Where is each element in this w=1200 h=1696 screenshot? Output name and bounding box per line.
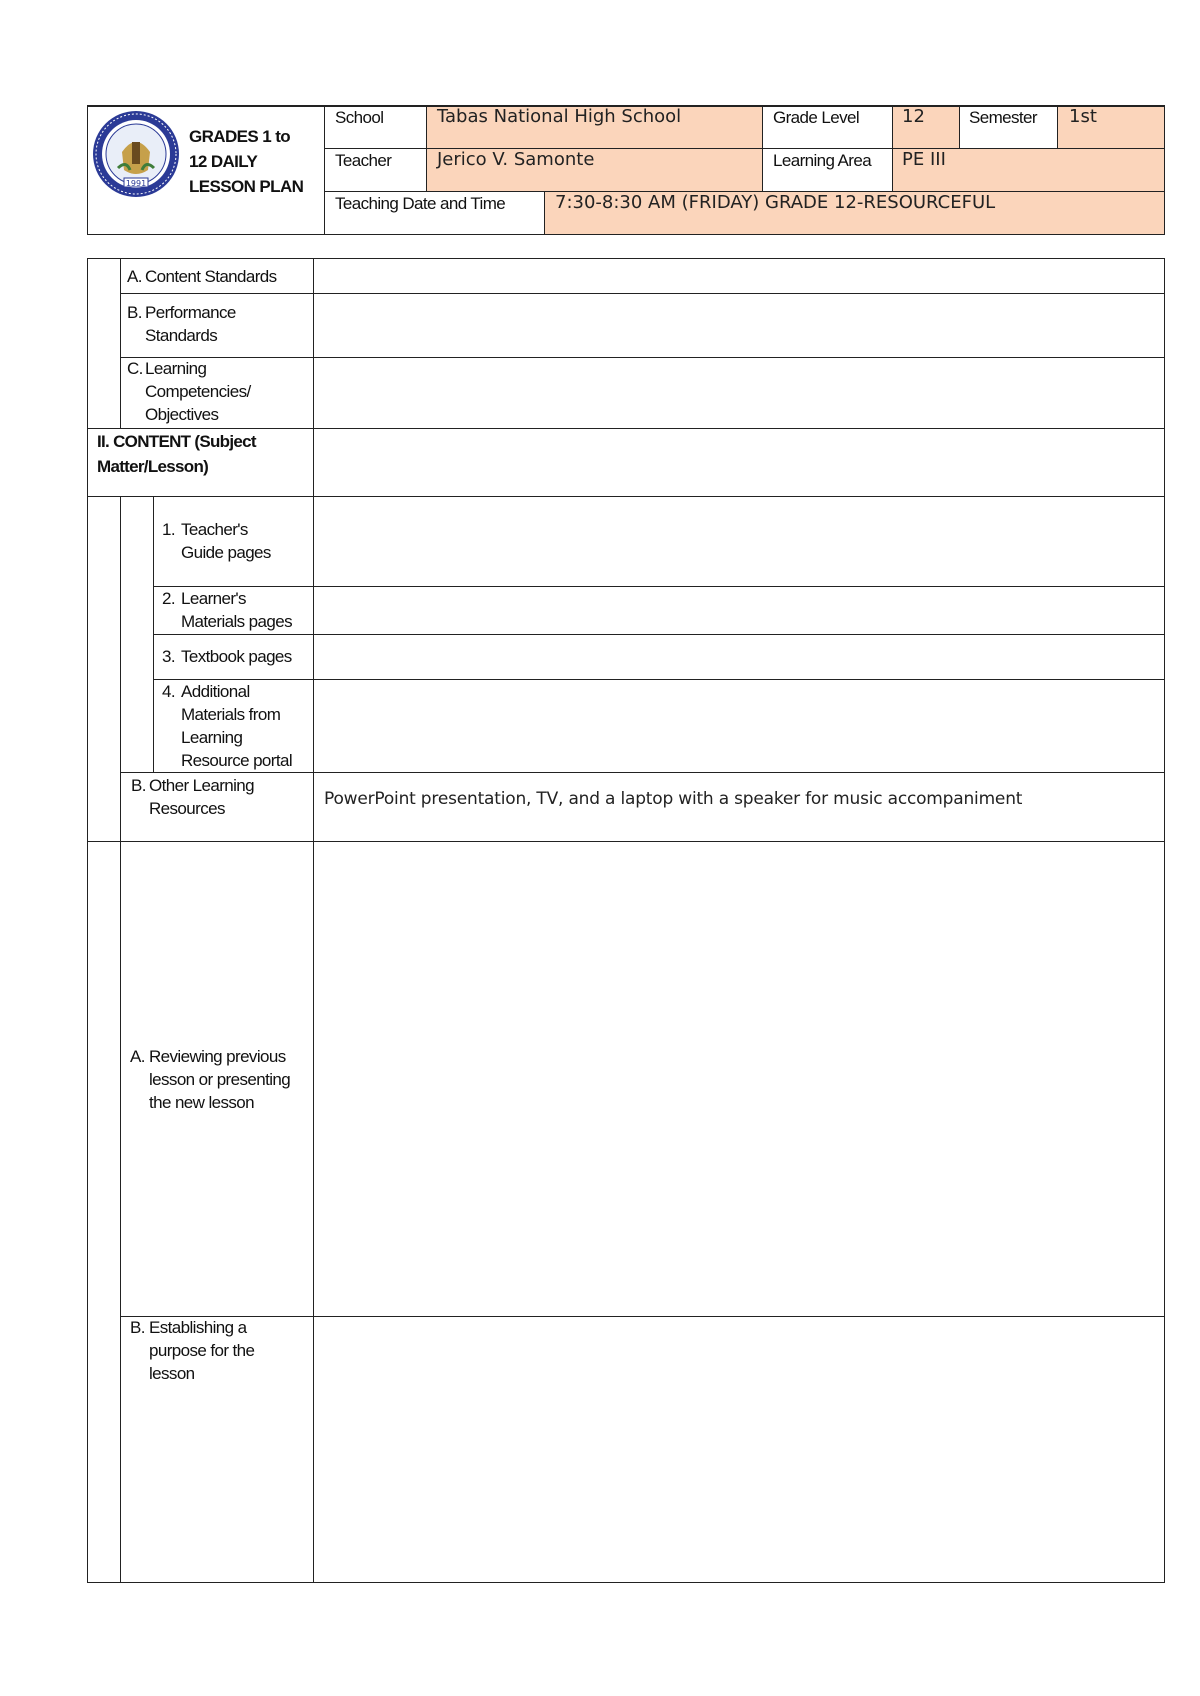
item-number: 3.	[162, 647, 175, 666]
svg-text:1991: 1991	[125, 179, 147, 188]
content-standards-label: Content Standards	[145, 267, 277, 286]
row-letter: A.	[130, 1047, 145, 1066]
school-value: Tabas National High School	[437, 106, 682, 127]
teaching-date-label: Teaching Date and Time	[335, 194, 506, 213]
additional-materials-label: Additional Materials from Learning Resource portal	[181, 682, 293, 770]
establishing-purpose-label: Establishing a purpose for the lesson	[149, 1318, 255, 1383]
performance-standards-label: Performance Standards	[145, 303, 236, 345]
school-seal-logo	[92, 108, 180, 200]
teacher-label: Teacher	[335, 151, 392, 170]
semester-value: 1st	[1069, 106, 1097, 127]
item-number: 4.	[162, 682, 175, 701]
learning-area-value: PE III	[902, 149, 946, 170]
other-learning-resources-value: PowerPoint presentation, TV, and a laptop with a speaker for music accompaniment	[324, 789, 1023, 809]
row-letter: A.	[127, 267, 142, 286]
seal-icon	[92, 108, 180, 200]
row-letter: C.	[127, 359, 143, 378]
textbook-pages-label: Textbook pages	[181, 647, 292, 666]
reviewing-lesson-label: Reviewing previous lesson or presenting the new lesson	[149, 1047, 291, 1112]
row-letter: B.	[131, 776, 146, 795]
item-number: 2.	[162, 589, 175, 608]
teacher-value: Jerico V. Samonte	[437, 149, 595, 170]
row-letter: B.	[127, 303, 142, 322]
grade-level-label: Grade Level	[773, 108, 860, 127]
page-title: GRADES 1 to 12 DAILY LESSON PLAN	[189, 127, 304, 196]
grade-level-value: 12	[902, 106, 925, 127]
row-letter: B.	[130, 1318, 145, 1337]
school-label: School	[335, 108, 384, 127]
item-number: 1.	[162, 520, 175, 539]
content-heading: II. CONTENT (Subject Matter/Lesson)	[97, 432, 256, 476]
learning-area-label: Learning Area	[773, 151, 872, 170]
learning-competencies-label: Learning Competencies/ Objectives	[145, 359, 251, 424]
teachers-guide-label: Teacher's Guide pages	[181, 520, 271, 562]
semester-label: Semester	[969, 108, 1037, 127]
other-learning-resources-label: Other Learning Resources	[149, 776, 255, 818]
learners-materials-label: Learner's Materials pages	[181, 589, 293, 631]
teaching-date-value: 7:30-8:30 AM (FRIDAY) GRADE 12-RESOURCEFUL	[555, 192, 996, 213]
